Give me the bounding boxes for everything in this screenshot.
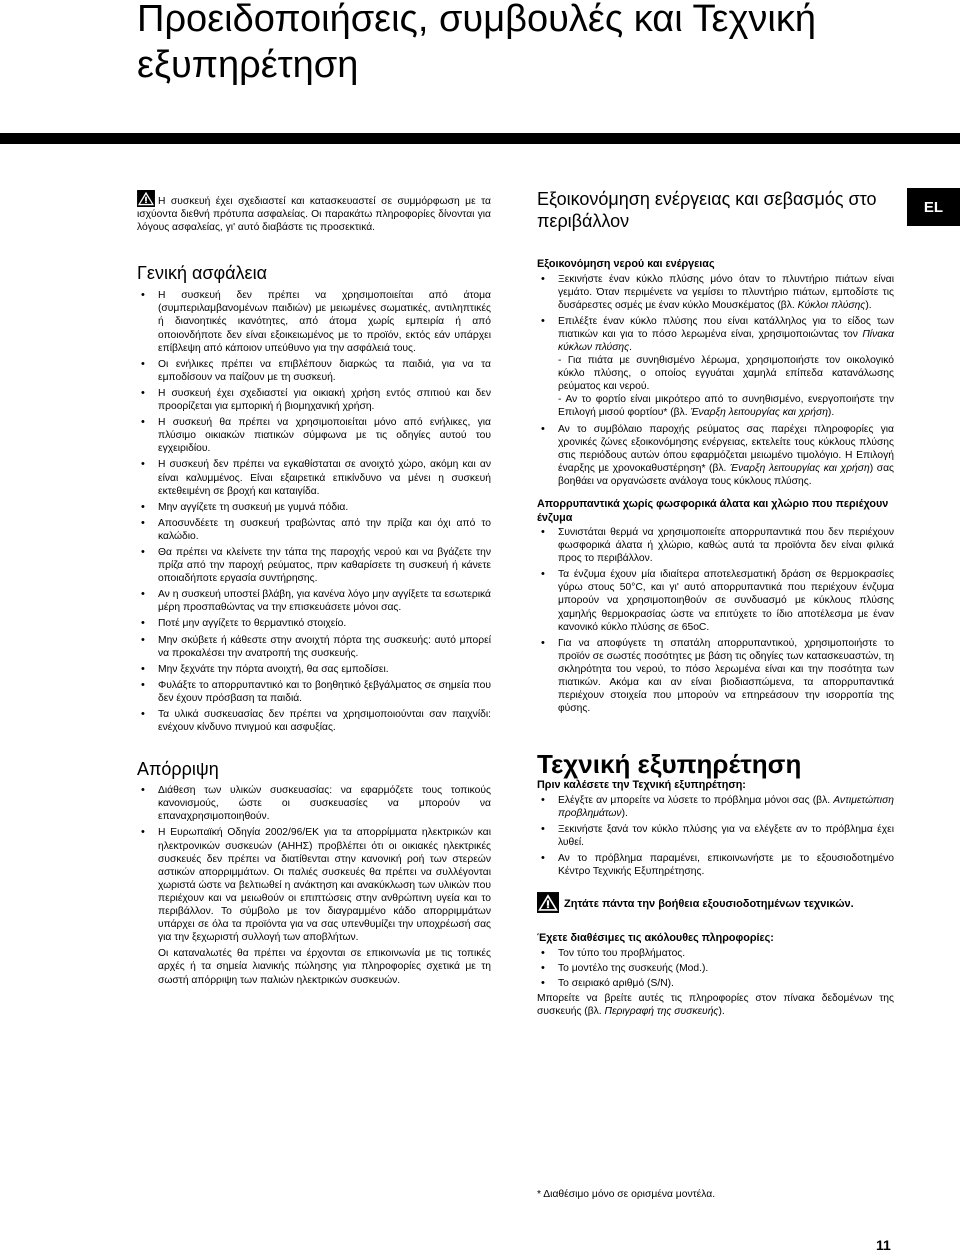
list-item: • Επιλέξτε έναν κύκλο πλύσης που είναι κατάλληλος για το είδος των πιατικών και για το πόσο λερωμένα είναι, χρησιμοποιώντας τον Πίνακα κύκλων πλύσης. <box>537 315 894 354</box>
eco-subheading-water: Εξοικονόμηση νερού και ενέργειας <box>537 258 715 270</box>
left-column <box>137 190 491 990</box>
list-item: • Ξεκινήστε έναν κύκλο πλύσης μόνο όταν το πλυντήριο πιάτων είναι γεμάτο. Όταν περιμένετε να γεμίσει το πλυντήριο πιάτων, εμποδίστε τις δυσάρεστες οσμές με έναν κύκλο Μουσκέματος (βλ. Κύκλοι πλύσης). <box>537 273 894 312</box>
language-tab: EL <box>907 188 960 226</box>
list-item: • Μην σκύβετε ή κάθεστε στην ανοιχτή πόρτα της συσκευής: αυτό μπορεί να προκαλέσει την ανατροπή της συσκευής. <box>137 634 491 660</box>
intro-text: Η συσκευή έχει σχεδιαστεί και κατασκευαστεί σε συμμόρφωση με τα ισχύοντα διεθνή πρότυπα ασφαλείας. Οι παρακάτω πληροφορίες δίνονται για λόγους ασφαλείας, γι' αυτό διαβάστε τις προσεκτικά. <box>137 196 491 234</box>
page-title: Προειδοποιήσεις, συμβουλές και Τεχνική εξυπηρέτηση <box>137 0 817 86</box>
list-item: • Τον τύπο του προβλήματος. <box>537 947 894 960</box>
list-item: • Θα πρέπει να κλείνετε την τάπα της παροχής νερού και να βγάζετε την πρίζα από την παροχή ρεύματος, πριν καθαρίσετε τη συσκευή ή κάνετε οποιαδήποτε εργασία συντήρησης. <box>137 546 491 585</box>
list-item: • Μην αγγίζετε τη συσκευή με γυμνά πόδια. <box>137 501 491 514</box>
list-item: • Αν το πρόβλημα παραμένει, επικοινωνήστε με το εξουσιοδοτημένο Κέντρο Τεχνικής Εξυπηρέτησης. <box>537 852 894 878</box>
list-item: • Η συσκευή δεν πρέπει να εγκαθίσταται σε ανοιχτό χώρο, ακόμη και αν είναι καλυμμένος. Είναι εξαιρετικά επικίνδυνο να μένει η συσκευή εκτεθειμένη σε βροχή και καταιγίδα. <box>137 458 491 497</box>
detergent-list <box>537 526 894 715</box>
warning-triangle-icon <box>537 892 559 913</box>
warning-triangle-icon <box>137 190 155 207</box>
disposal-list <box>137 784 491 986</box>
list-item: • Φυλάξτε το απορρυπαντικό και το βοηθητικό ξεβγάλματος σε σημεία που δεν έχουν πρόσβαση τα παιδιά. <box>137 679 491 705</box>
eco-heading: Εξοικονόμηση ενέργειας και σεβασμός στο περιβάλλον <box>537 189 877 231</box>
disposal-heading: Απόρριψη <box>137 759 219 780</box>
list-item-continuation: Οι καταναλωτές θα πρέπει να έρχονται σε επικοινωνία με τις τοπικές αρχές ή τα σημεία λιανικής πώλησης για πληροφορίες σχετικά με τη σωστή απόρριψη των παλιών ηλεκτρικών συσκευών. <box>158 948 491 986</box>
list-item: • Ξεκινήστε ξανά τον κύκλο πλύσης για να ελέγξετε αν το πρόβλημα έχει λυθεί. <box>537 823 894 849</box>
info-paragraph: Μπορείτε να βρείτε αυτές τις πληροφορίες στον πίνακα δεδομένων της συσκευής (βλ. Περιγραφή της συσκευής). <box>537 993 894 1018</box>
eco-subheading-detergents: Απορρυπαντικά χωρίς φωσφορικά άλατα και χλώριο που περιέχουν ένζυμα <box>537 498 889 524</box>
list-item: • Ποτέ μην αγγίζετε το θερμαντικό στοιχείο. <box>137 617 491 630</box>
list-item: • Ελέγξτε αν μπορείτε να λύσετε το πρόβλημα μόνοι σας (βλ. Αντιμετώπιση προβλημάτων). <box>537 794 894 820</box>
list-item: • Οι ενήλικες πρέπει να επιβλέπουν διαρκώς τα παιδιά, για να τα εμποδίσουν να παίζουν με τη συσκευή. <box>137 358 491 384</box>
eco-list <box>537 273 894 489</box>
footnote: * Διαθέσιμο μόνο σε ορισμένα μοντέλα. <box>537 1189 716 1200</box>
list-item: • Η Ευρωπαϊκή Οδηγία 2002/96/ΕΚ για τα απορρίμματα ηλεκτρικών και ηλεκτρονικών συσκευών (ΑΗΗΣ) προβλέπει ότι οι οικιακές ηλεκτρικές συσκευές δεν πρέπει να διατίθενται στην κανονική ροή των στερεών αστικών απορριμμάτων. Οι παλιές συσκευές θα πρέπει να συλλέγονται χωριστά ώστε να βελτιωθεί η ανάκτηση και ανακύκλωση των υλικών που περιέχουν και να μειωθούν οι επιπτώσεις στην ανθρώπινη υγεία και το περιβάλλον. Το σύμβολο με τον διαγραμμένο κάδο απορριμμάτων υπάρχει σε όλα τα προϊόντα για να σας υπενθυμίζει την υποχρέωσή σας για την ξεχωριστή συλλογή των αποβλήτων. <box>137 826 491 944</box>
list-item: • Η συσκευή έχει σχεδιαστεί για οικιακή χρήση εντός σπιτιού και δεν προορίζεται για εμπορική ή βιομηχανική χρήση. <box>137 387 491 413</box>
list-item: • Η συσκευή δεν πρέπει να χρησιμοποιείται από άτομα (συμπεριλαμβανομένων παιδιών) με μειωμένες σωματικές, αντιληπτικές ή διανοητικές ικανότητες, από άτομα χωρίς εμπειρία ή από οποιονδήποτε δεν είναι εξοικειωμένος με το προϊόν, εκτός εάν υπάρχει επίβλεψη από κάποιον υπεύθυνο για την ασφάλειά τους. <box>137 289 491 354</box>
safety-heading: Γενική ασφάλεια <box>137 263 267 284</box>
service-heading: Τεχνική εξυπηρέτηση <box>537 749 802 780</box>
right-column <box>537 188 894 1018</box>
title-rule <box>0 133 960 144</box>
list-item: • Η συσκευή θα πρέπει να χρησιμοποιείται μόνο από ενήλικες, για πλύσιμο οικιακών πιατικών σύμφωνα με τις οδηγίες αυτού του εγχειριδίου. <box>137 416 491 455</box>
page-number: 11 <box>876 1237 891 1253</box>
list-item: • Τα υλικά συσκευασίας δεν πρέπει να χρησιμοποιούνται σαν παιχνίδι: ενέχουν κίνδυνο πνιγμού και ασφυξίας. <box>137 708 491 734</box>
info-list <box>537 947 894 990</box>
intro-paragraph <box>137 190 491 234</box>
list-item: • Μην ξεχνάτε την πόρτα ανοιχτή, θα σας εμποδίσει. <box>137 663 491 676</box>
technician-warning-text: Ζητάτε πάντα την βοήθεια εξουσιοδοτημένων τεχνικών. <box>564 898 854 911</box>
list-item: • Διάθεση των υλικών συσκευασίας: να εφαρμόζετε τους τοπικούς κανονισμούς, ώστε οι συσκευασίες να μπορούν να επαναχρησιμοποιηθούν. <box>137 784 491 823</box>
safety-list <box>137 289 491 734</box>
list-item: • Για να αποφύγετε τη σπατάλη απορρυπαντικού, χρησιμοποιήστε το προϊόν σε σωστές ποσότητες με βάση τις οδηγίες των κατασκευαστών, τη σκληρότητα του νερού, το πόσο λερωμένα είναι και την ποσότητα των πιατικών. Ακόμα και αν είναι βιοδιασπώμενα, τα απορρυπαντικά περιέχουν στοιχεία που μπορούν να επηρεάσουν την ισορροπία της φύσης. <box>537 637 894 716</box>
list-item: • Τα ένζυμα έχουν μία ιδιαίτερα αποτελεσματική δράση σε θερμοκρασίες γύρω στους 50°C, και γι' αυτό απορρυπαντικά που περιέχουν ένζυμα μπορούν να χρησιμοποιηθούν σε συνδυασμό με κύκλους πλύσης χαμηλής θερμοκρασίας ώστε να επιτύχετε το ίδιο αποτέλεσμα με έναν κανονικό κύκλο πλύσης σε 65oC. <box>537 568 894 633</box>
service-subheading: Πριν καλέσετε την Τεχνική εξυπηρέτηση: <box>537 779 746 792</box>
list-item: • Το μοντέλο της συσκευής (Mod.). <box>537 962 894 975</box>
list-item: • Το σειριακό αριθμό (S/N). <box>537 977 894 990</box>
service-list <box>537 794 894 879</box>
list-item: • Αν το συμβόλαιο παροχής ρεύματος σας παρέχει πληροφορίες για χρονικές ζώνες εξοικονόμησης ενέργειας, εκτελείτε τους κύκλους πλύσης στις περιόδους αυτών όπου εφαρμόζεται μειωμένο τιμολόγιο. Η Επιλογή έναρξης με χρονοκαθυστέρηση* (βλ. Έναρξη λειτουργίας και χρήση) σας βοηθάει να οργανώσετε ανάλογα τους κύκλους πλύσης. <box>537 423 894 488</box>
list-item: • Αποσυνδέετε τη συσκευή τραβώντας από την πρίζα και όχι από το καλώδιο. <box>137 517 491 543</box>
list-item-continuation: - Για πιάτα με συνηθισμένο λέρωμα, χρησιμοποιήστε τον οικολογικό κύκλο πλύσης, ο οποίος εγγυάται χαμηλά επίπεδα κατανάλωσης ρεύματος και νερού. <box>558 355 894 393</box>
technician-warning <box>537 892 894 913</box>
list-item: • Αν η συσκευή υποστεί βλάβη, για κανένα λόγο μην αγγίξετε τα εσωτερικά μέρη προσπαθώντας να την επισκευάσετε μόνοι σας. <box>137 588 491 614</box>
list-item: • Συνιστάται θερμά να χρησιμοποιείτε απορρυπαντικά που δεν περιέχουν φωσφορικά άλατα ή χλώριο, καθώς αυτά τα προϊόντα δεν είναι φιλικά προς το περιβάλλον. <box>537 526 894 565</box>
info-heading: Έχετε διαθέσιμες τις ακόλουθες πληροφορίες: <box>537 932 774 945</box>
list-item-continuation: - Αν το φορτίο είναι μικρότερο από το συνηθισμένο, ενεργοποιήστε την Επιλογή μισού φορτίου* (βλ. Έναρξη λειτουργίας και χρήση). <box>558 394 894 419</box>
